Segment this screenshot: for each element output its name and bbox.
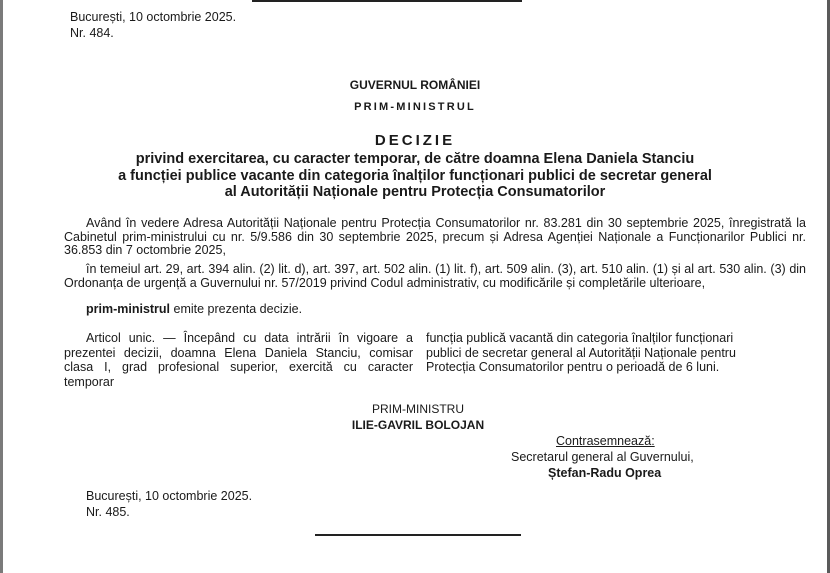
article-text-part-2: funcția publică vacantă din categoria înalților funcționari publici de secretar general al Autorității Naționale pentru Protecția Consumatorilor pentru o perioadă de 6 luni.: [426, 331, 736, 374]
decision-title-line: al Autorității Naționale pentru Protecția Consumatorilor: [224, 184, 606, 200]
signatory-title: PRIM-MINISTRU: [372, 402, 464, 416]
closing-place-date: București, 10 octombrie 2025.: [86, 489, 253, 503]
bottom-separator-rule: [315, 534, 521, 536]
preamble-paragraph-2: [64, 263, 806, 290]
previous-decision-number: Nr. 484.: [70, 26, 114, 40]
countersign-name: Ștefan-Radu Oprea: [548, 466, 662, 480]
issuer-bold: prim-ministrul: [86, 302, 171, 316]
legal-basis-text: în temeiul art. 29, art. 394 alin. (2) lit. d), art. 397, art. 502 alin. (1) lit. f), art. 509 alin. (3), art. 510 alin. (1) și al art. 530 alin. (3) din Ordonanța de urgență a Guvernului nr. 57/2019 privind Codul administrativ, cu modificările și completările ulterioare,: [64, 262, 806, 290]
article-text-part-1: Articol unic. — Începând cu data intrării în vigoare a prezentei decizii, doamna Elena Daniela Stanciu, comisar clasa I, grad profesional superior, exercită cu caracter temporar: [64, 331, 413, 389]
document-type-heading: DECIZIE: [374, 132, 456, 149]
signatory-name: ILIE-GAVRIL BOLOJAN: [351, 418, 485, 432]
issuing-statement: [64, 303, 806, 317]
office-heading: PRIM-MINISTRUL: [354, 101, 476, 113]
closing-decision-number: Nr. 485.: [86, 505, 130, 519]
article-left-column: [64, 331, 413, 389]
preamble-paragraph-1: [64, 217, 806, 258]
issuer-rest: emite prezenta decizie.: [170, 302, 303, 316]
preamble-text: Având în vedere Adresa Autorității Naționale pentru Protecția Consumatorilor nr. 83.281 din 30 septembrie 2025, înregistrată la Cabinetul prim-ministrului cu nr. 5/9.586 din 30 septembrie 2025, precum și Adresa Agenției Naționale a Funcționarilor Publici nr. 36.853 din 7 octombrie 2025,: [64, 216, 806, 257]
issuer-heading: GUVERNUL ROMÂNIEI: [349, 78, 481, 92]
top-separator-rule: [252, 0, 522, 2]
countersign-role: Secretarul general al Guvernului,: [511, 450, 694, 464]
decision-title-line: privind exercitarea, cu caracter temporar, de către doamna Elena Daniela Stanciu: [135, 151, 695, 167]
decision-title: [0, 151, 830, 201]
countersign-label: Contrasemnează:: [556, 434, 655, 448]
previous-place-date: București, 10 octombrie 2025.: [70, 10, 237, 24]
decision-title-line: a funcției publice vacante din categoria înalților funcționari publici de secretar general: [118, 167, 712, 184]
article-right-column: [426, 331, 771, 375]
